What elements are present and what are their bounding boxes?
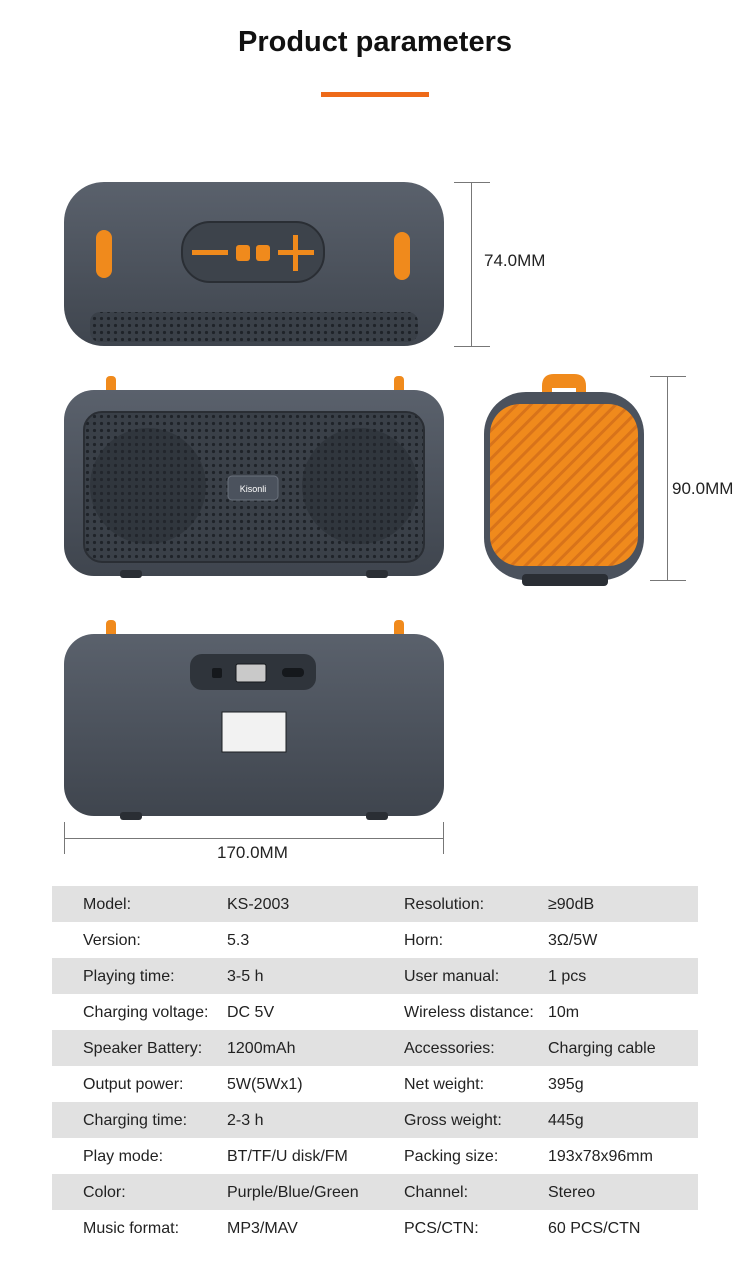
height-dimension: 74.0MM	[484, 251, 546, 270]
table-row	[52, 1030, 698, 1066]
width-dimension: 170.0MM	[217, 843, 288, 862]
spec-value: 3Ω/5W	[548, 932, 598, 949]
table-row	[52, 1102, 698, 1138]
spec-label: User manual:	[404, 968, 500, 985]
type-c-port-icon	[282, 668, 304, 677]
spec-label: PCS/CTN:	[404, 1220, 479, 1237]
spec-label: Speaker Battery:	[83, 1040, 203, 1057]
spec-label: Net weight:	[404, 1076, 485, 1093]
spec-value: 193x78x96mm	[548, 1148, 653, 1165]
spec-value: Charging cable	[548, 1040, 656, 1057]
volume-down-icon	[192, 250, 228, 255]
spec-value: DC 5V	[227, 1004, 275, 1021]
table-row	[52, 922, 698, 958]
spec-label: Playing time:	[83, 968, 175, 985]
spec-label: Version:	[83, 932, 141, 949]
spec-value: 445g	[548, 1112, 584, 1129]
table-row	[52, 1138, 698, 1174]
page-title: Product parameters	[238, 26, 512, 58]
speaker-side-view	[484, 374, 644, 586]
spec-value: 10m	[548, 1004, 580, 1021]
spec-value: 1200mAh	[227, 1040, 296, 1057]
spec-label: Accessories:	[404, 1040, 495, 1057]
spec-value: Stereo	[548, 1184, 596, 1201]
brand-logo: Kisonli	[239, 484, 267, 494]
spec-value: 5W(5Wx1)	[227, 1076, 303, 1093]
spec-label: Channel:	[404, 1184, 469, 1201]
speaker-front-view	[64, 376, 444, 578]
spec-label: Horn:	[404, 932, 444, 949]
spec-label: Wireless distance:	[404, 1004, 534, 1021]
spec-label: Resolution:	[404, 896, 485, 913]
speaker-back-view	[64, 620, 444, 820]
table-row	[52, 1174, 698, 1210]
table-row	[52, 1066, 698, 1102]
spec-label: Music format:	[83, 1220, 180, 1237]
spec-value: 3-5 h	[227, 968, 264, 985]
product-label	[222, 712, 286, 752]
spec-table	[52, 886, 698, 1246]
spec-value: MP3/MAV	[227, 1220, 298, 1237]
spec-value: 5.3	[227, 932, 250, 949]
spec-value: KS-2003	[227, 896, 290, 913]
spec-label: Packing size:	[404, 1148, 499, 1165]
table-row	[52, 958, 698, 994]
depth-dimension: 90.0MM	[672, 479, 734, 498]
table-row	[52, 886, 698, 922]
spec-label: Output power:	[83, 1076, 184, 1093]
speaker-top-view	[64, 182, 444, 346]
spec-value: 2-3 h	[227, 1112, 264, 1129]
spec-value: 1 pcs	[548, 968, 587, 985]
spec-value: ≥90dB	[548, 896, 595, 913]
spec-value: 60 PCS/CTN	[548, 1220, 641, 1237]
spec-label: Play mode:	[83, 1148, 164, 1165]
spec-label: Color:	[83, 1184, 126, 1201]
spec-label: Charging time:	[83, 1112, 188, 1129]
spec-label: Model:	[83, 896, 132, 913]
spec-value: 395g	[548, 1076, 584, 1093]
spec-value: BT/TF/U disk/FM	[227, 1148, 348, 1165]
spec-label: Gross weight:	[404, 1112, 502, 1129]
table-row	[52, 994, 698, 1030]
table-row	[52, 1210, 698, 1246]
spec-value: Purple/Blue/Green	[227, 1184, 359, 1201]
tf-slot-icon	[212, 668, 222, 678]
usb-port-icon	[236, 664, 266, 682]
mode-icon	[256, 245, 270, 261]
spec-label: Charging voltage:	[83, 1004, 209, 1021]
play-pause-icon	[236, 245, 250, 261]
